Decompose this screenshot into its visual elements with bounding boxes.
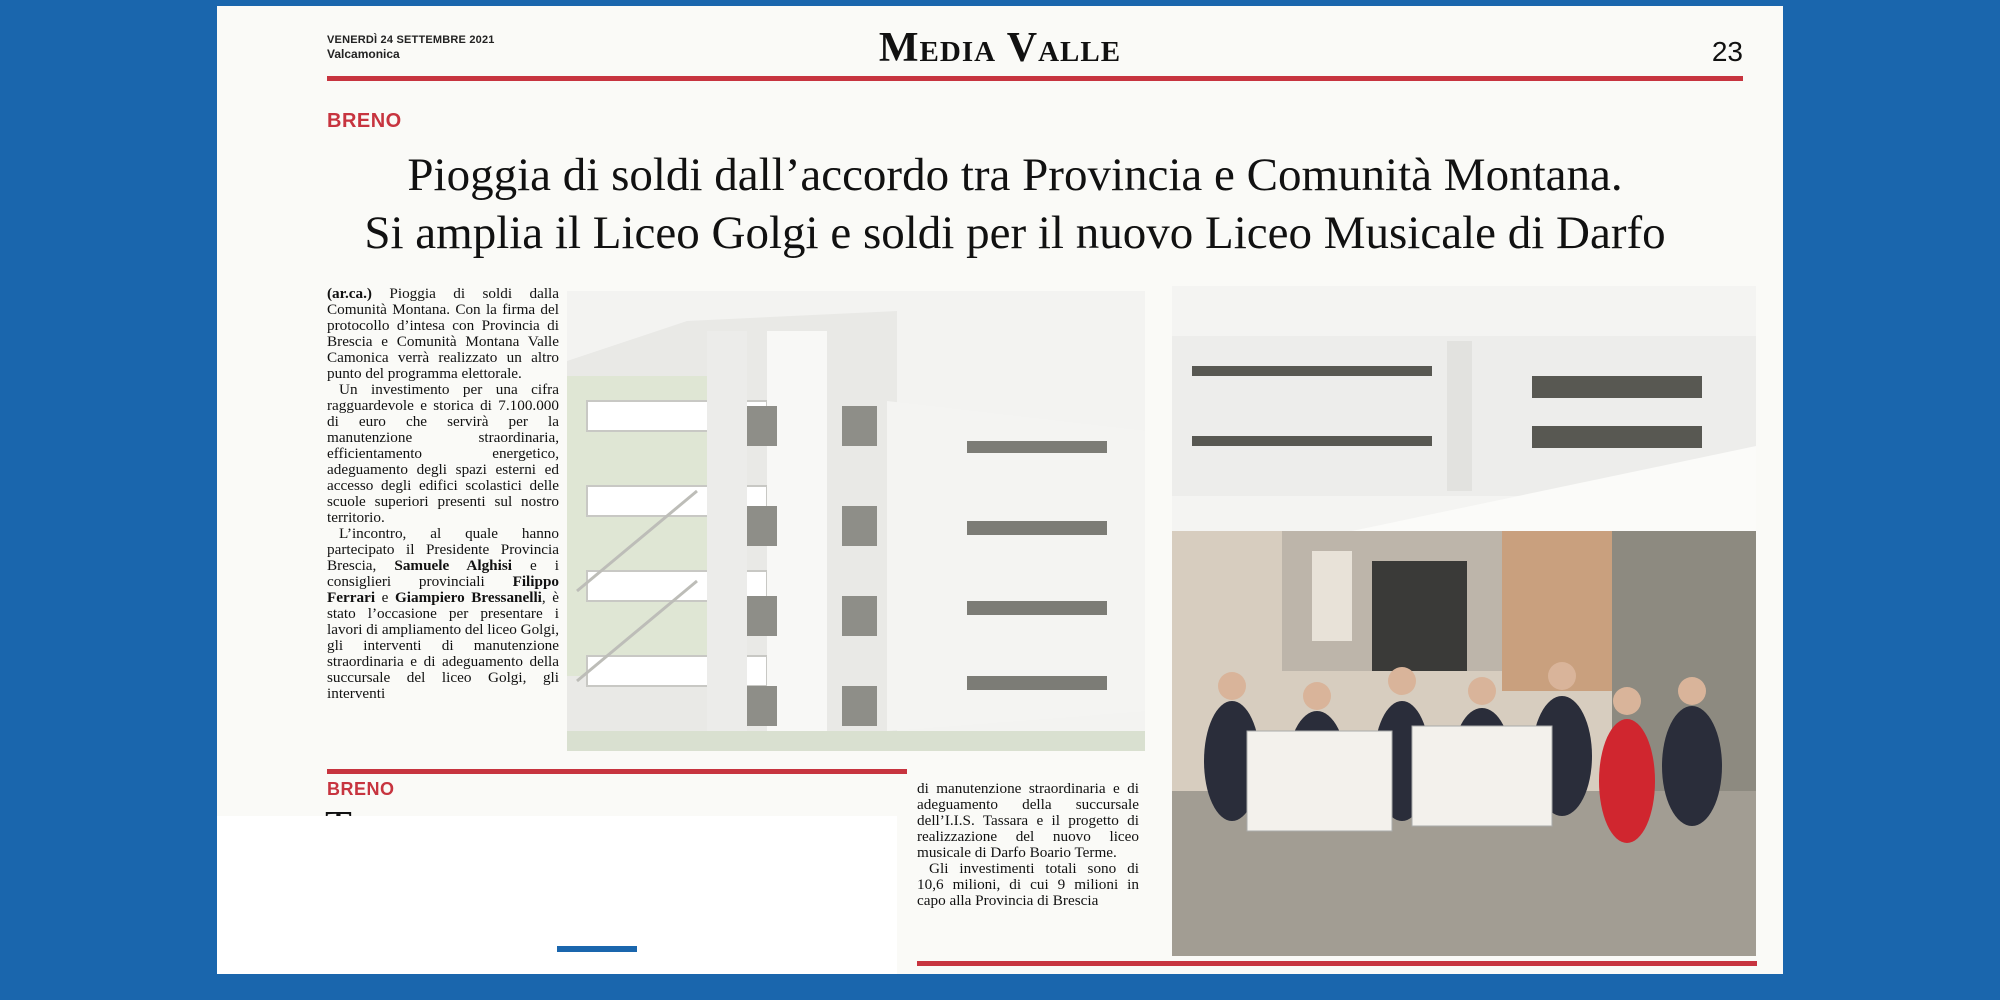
paragraph-3 — [327, 526, 559, 702]
p3-text-c: e — [381, 589, 389, 606]
section-title: Media Valle — [878, 25, 1122, 71]
header-rule — [327, 76, 1743, 81]
headline-line-2: Si amplia il Liceo Golgi e soldi per il nuovo Liceo Musicale di Darfo — [364, 207, 1666, 259]
byline: (ar.ca.) — [327, 285, 372, 302]
group-photo — [1172, 531, 1756, 956]
article-headline — [277, 146, 1753, 262]
issue-date: VENERDÌ 24 SETTEMBRE 2021 — [327, 34, 495, 46]
newspaper-page — [217, 6, 1783, 974]
second-article-kicker: BRENO — [327, 779, 395, 799]
school-rendering-image — [567, 291, 1145, 751]
article-kicker: BRENO — [327, 110, 402, 132]
article-column-2 — [917, 781, 1139, 909]
paragraph-4: di manutenzione straordinaria e di adeguamento della succursale dell’I.I.S. Tassara e il progetto di realizzazione del nuovo liceo musicale di Darfo Boario Terme. — [917, 780, 1139, 861]
page-number: 23 — [1711, 36, 1743, 67]
p3-text-a: L’incontro, al quale hanno partecipato il Presidente Provincia Brescia, — [327, 525, 559, 574]
paragraph-1 — [327, 286, 559, 382]
p3-text-d: , è stato l’occasione per presentare i lavori di ampliamento del liceo Golgi, gli interventi di manutenzione straordinaria e di adeguamento della succursale del liceo Golgi, gli interventi — [327, 589, 560, 702]
edition-name: Valcamonica — [327, 47, 400, 61]
person-name-bressanelli: Giampiero Bressanelli — [394, 589, 542, 606]
person-name-alghisi: Samuele Alghisi — [394, 557, 512, 574]
person-name-ferrari: Filippo Ferrari — [327, 573, 559, 606]
paragraph-5: Gli investimenti totali sono di 10,6 milioni, di cui 9 milioni in capo alla Provincia di Brescia — [917, 860, 1139, 909]
p3-text-b: e i consiglieri provinciali — [327, 557, 559, 590]
paragraph-2: Un investimento per una cifra ragguardevole e storica di 7.100.000 di euro che servirà per la manutenzione straordinaria, efficientamento energetico, adeguamento degli spazi esterni ed accesso degli edifici scolastici delle scuole superiori presenti sul nostro territorio. — [327, 381, 559, 526]
column-rule — [327, 769, 907, 774]
school-building-photo — [1172, 286, 1756, 531]
paragraph-1-text: Pioggia di soldi dalla Comunità Montana. Con la firma del protocollo d’intesa con Provincia di Brescia e Comunità Montana Valle Camonica verrà realizzato un altro punto del programma elettorale. — [327, 285, 559, 382]
footer-rule — [917, 961, 1757, 966]
headline-line-1: Pioggia di soldi dall’accordo tra Provincia e Comunità Montana. — [407, 149, 1623, 201]
article-column-1 — [327, 286, 559, 702]
torn-clipping-area — [217, 816, 897, 974]
